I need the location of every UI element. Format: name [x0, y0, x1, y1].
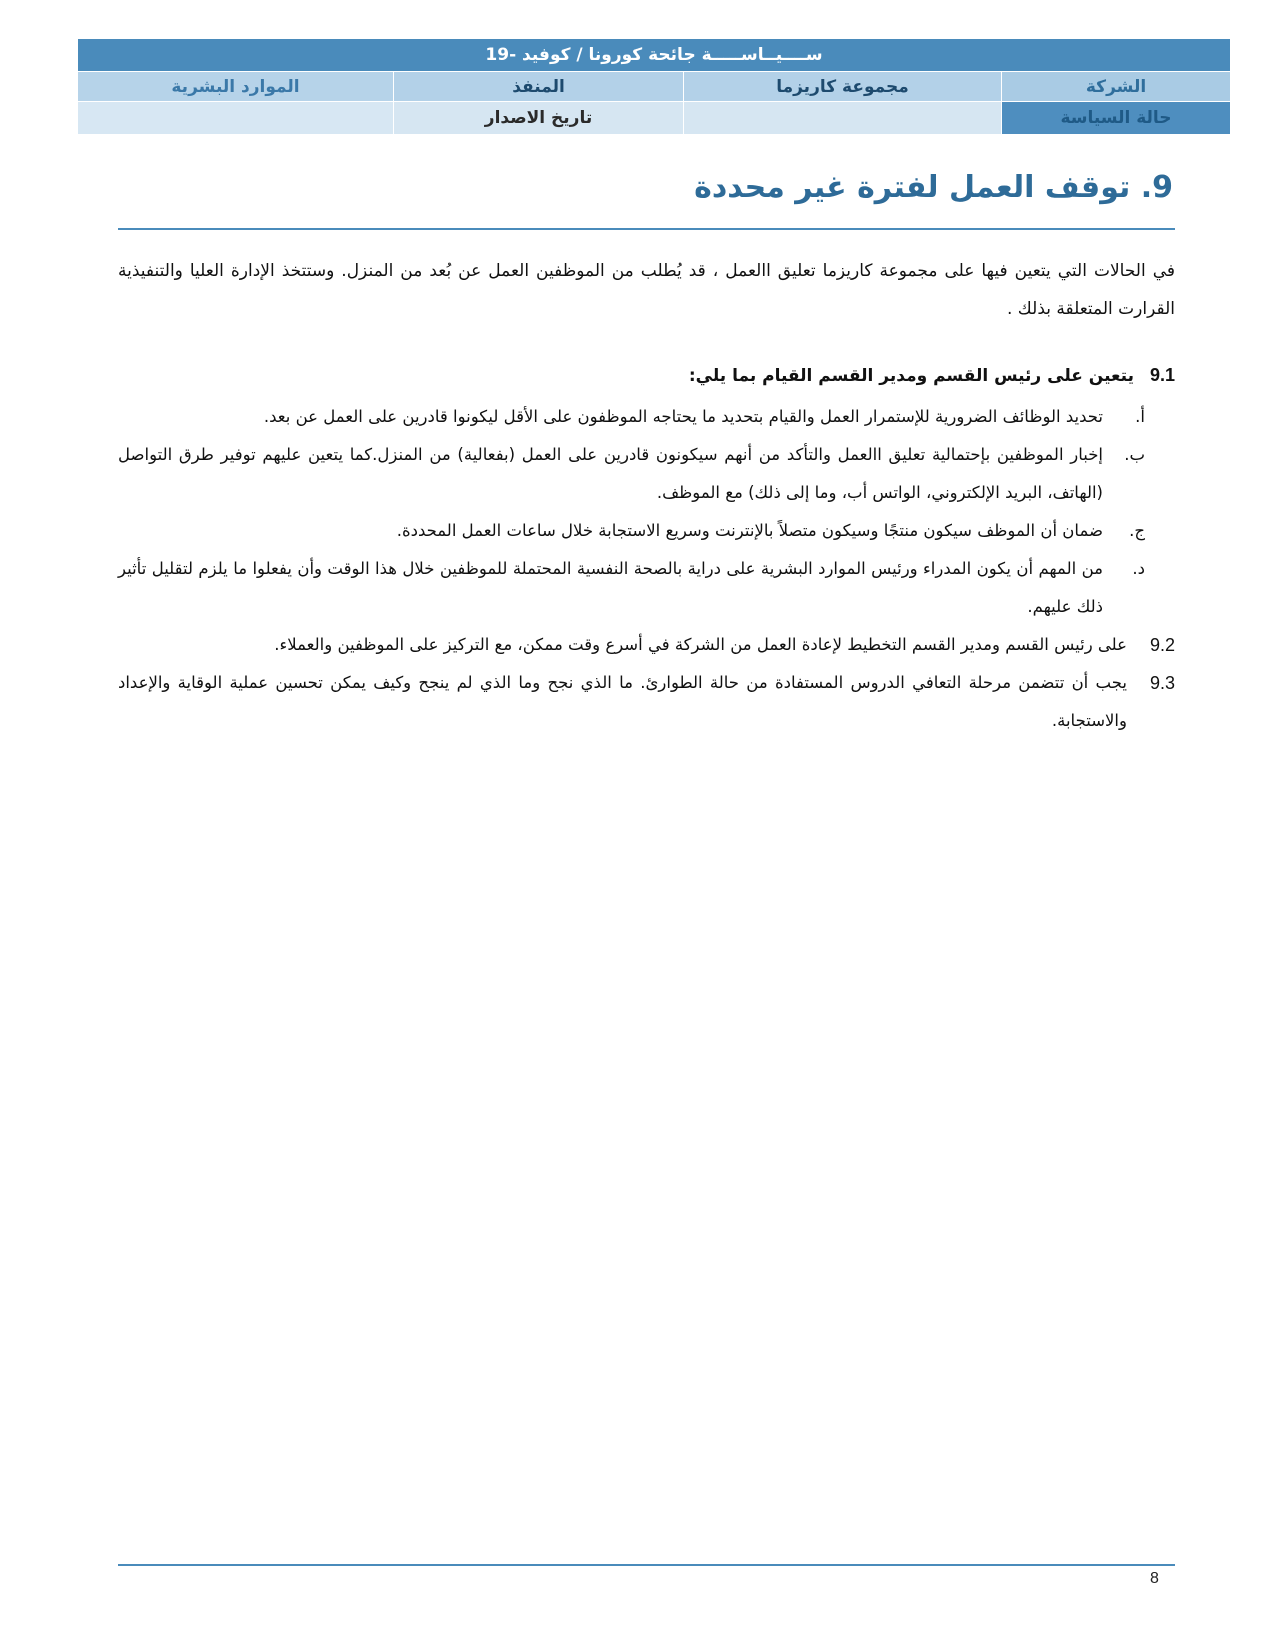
- list-item: [118, 512, 1175, 550]
- list-item-text: من المهم أن يكون المدراء ورئيس الموارد البشرية على دراية بالصحة النفسية المحتملة للموظفين خلال هذا الوقت وأن يفعلوا ما يلزم لتقليل تأثير ذلك عليهم.: [118, 559, 1103, 616]
- list-item: [118, 398, 1175, 436]
- list-item: [118, 436, 1175, 512]
- subsection-heading: [689, 358, 1175, 393]
- company-label: الشركة: [1002, 72, 1231, 102]
- footer-divider: [118, 1564, 1175, 1566]
- heading-divider: [118, 228, 1175, 230]
- policy-header-table: [77, 38, 1231, 135]
- numbered-item-text: على رئيس القسم ومدير القسم التخطيط لإعادة العمل من الشركة في أسرع وقت ممكن، مع التركيز على الموظفين والعملاء.: [274, 635, 1127, 654]
- numbered-item-text: يجب أن تتضمن مرحلة التعافي الدروس المستفادة من حالة الطوارئ. ما الذي نجح وما الذي لم ينجح وكيف يمكن تحسين عملية الوقاية والإعداد والاستجابة.: [118, 673, 1127, 730]
- status-label: حالة السياسة: [1002, 102, 1231, 135]
- numbered-item: [118, 664, 1175, 740]
- list-item-text: ضمان أن الموظف سيكون منتجًا وسيكون متصلاً بالإنترنت وسريع الاستجابة خلال ساعات العمل المحددة.: [396, 521, 1103, 540]
- section-heading: 9. توقف العمل لفترة غير محددة: [694, 170, 1173, 205]
- issue-date-label: تاريخ الاصدار: [394, 102, 684, 135]
- list-marker: ج.: [1129, 521, 1145, 540]
- list-marker: د.: [1132, 559, 1145, 578]
- subsection-number: 9.1: [1149, 365, 1175, 385]
- issue-date-value: [78, 102, 394, 135]
- owner-value: الموارد البشرية: [78, 72, 394, 102]
- company-value: مجموعة كاريزما: [684, 72, 1002, 102]
- intro-paragraph: في الحالات التي يتعين فيها على مجموعة كاريزما تعليق االعمل ، قد يُطلب من الموظفين العمل عن بُعد من المنزل. وستتخذ الإدارة العليا والتنفيذية القرارت المتعلقة بذلك .: [118, 261, 1175, 319]
- list-marker: أ.: [1135, 407, 1145, 426]
- page-number: 8: [1150, 1570, 1159, 1587]
- owner-label: المنفذ: [394, 72, 684, 102]
- numbered-item: [118, 626, 1175, 664]
- status-value: [684, 102, 1002, 135]
- item-number: 9.3: [1149, 673, 1175, 693]
- policy-title: ســــيــاســـــة جائحة كورونا / كوفيد -19: [78, 39, 1231, 72]
- list-item: [118, 550, 1175, 626]
- list-item-text: تحديد الوظائف الضرورية للإستمرار العمل والقيام بتحديد ما يحتاجه الموظفون على الأقل ليكونوا قادرين على العمل عن بعد.: [263, 407, 1103, 426]
- list-marker: ب.: [1124, 445, 1145, 464]
- item-number: 9.2: [1149, 635, 1175, 655]
- subsection-title: يتعين على رئيس القسم ومدير القسم القيام بما يلي:: [688, 366, 1134, 386]
- list-item-text: إخبار الموظفين بإحتمالية تعليق االعمل والتأكد من أنهم سيكونون قادرين على العمل (بفعالية) من المنزل.كما يتعين عليهم توفير طرق التواصل (الهاتف، البريد الإلكتروني، الواتس أب، وما إلى ذلك) مع الموظف.: [118, 445, 1103, 502]
